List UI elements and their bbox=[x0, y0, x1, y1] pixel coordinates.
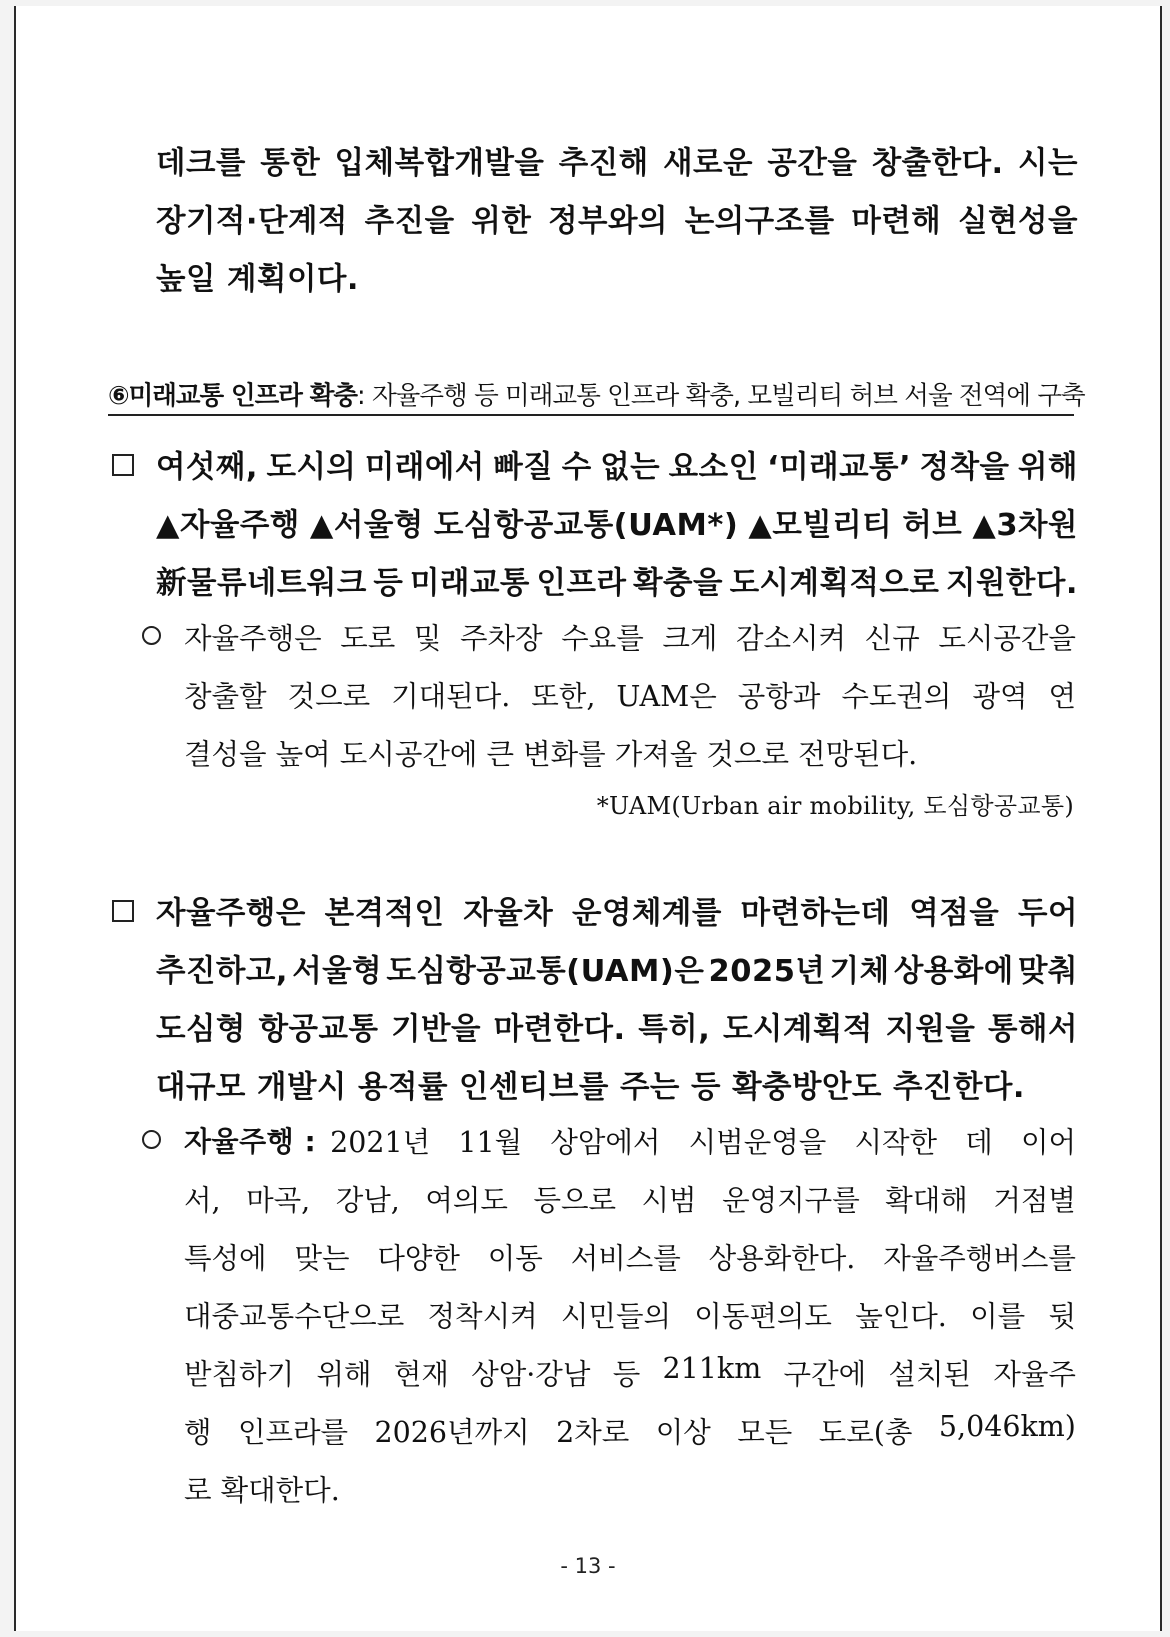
item-line: ▲자율주행 ▲서울형 도심항공교통(UAM*) ▲모빌리티 허브 ▲3차원 bbox=[156, 508, 1078, 543]
sub-item-line: 로 확대한다. bbox=[184, 1474, 340, 1507]
checkbox-square-icon bbox=[112, 454, 134, 476]
sub-item-line: 결성을 높여 도시공간에 큰 변화를 가져올 것으로 전망된다. bbox=[184, 738, 918, 771]
section-heading-summary: : 자율주행 등 미래교통 인프라 확충, 모빌리티 허브 서울 전역에 구축 bbox=[357, 381, 1085, 411]
sub-item-line: 대중교통수단으로 정착시켜 시민들의 이동편의도 높인다. 이를 뒷 bbox=[184, 1300, 1076, 1333]
section-heading-title: ⑥미래교통 인프라 확충 bbox=[108, 381, 358, 411]
item-line: 자율주행은 본격적인 자율차 운영체계를 마련하는데 역점을 두어 bbox=[156, 896, 1078, 931]
item-line: 도심형 항공교통 기반을 마련한다. 특히, 도시계획적 지원을 통해서 bbox=[156, 1012, 1078, 1047]
item-line: 여섯째, 도시의 미래에서 빠질 수 없는 요소인 ‘미래교통’ 정착을 위해 bbox=[156, 450, 1078, 485]
section-heading bbox=[108, 376, 1085, 416]
checkbox-square-icon bbox=[112, 900, 134, 922]
document-page bbox=[14, 6, 1162, 1631]
sub-item-line: 특성에 맞는 다양한 이동 서비스를 상용화한다. 자율주행버스를 bbox=[184, 1242, 1076, 1275]
sub-item-first-line bbox=[184, 1120, 1076, 1161]
intro-line: 높일 계획이다. bbox=[156, 262, 359, 297]
sub-item-line: 자율주행은 도로 및 주차장 수요를 크게 감소시켜 신규 도시공간을 bbox=[184, 622, 1076, 655]
item-line: 추진하고, 서울형 도심항공교통(UAM)은 2025년 기체 상용화에 맞춰 bbox=[156, 954, 1078, 989]
item-line: 新물류네트워크 등 미래교통 인프라 확충을 도시계획적으로 지원한다. bbox=[156, 566, 1078, 601]
bullet-circle-icon bbox=[142, 626, 161, 645]
sub-item-line: 서, 마곡, 강남, 여의도 등으로 시범 운영지구를 확대해 거점별 bbox=[184, 1184, 1076, 1217]
bullet-circle-icon bbox=[142, 1130, 161, 1149]
page-number: - 13 - bbox=[560, 1554, 616, 1578]
sub-item-line: 받침하기 위해 현재 상암·강남 등 211km 구간에 설치된 자율주 bbox=[184, 1352, 1076, 1391]
intro-line: 장기적·단계적 추진을 위한 정부와의 논의구조를 마련해 실현성을 bbox=[156, 204, 1078, 239]
sub-item-line: 창출할 것으로 기대된다. 또한, UAM은 공항과 수도권의 광역 연 bbox=[184, 680, 1076, 713]
sub-item-line: 2021년 11월 상암에서 시범운영을 시작한 데 이어 bbox=[330, 1126, 1076, 1159]
footnote: *UAM(Urban air mobility, 도심항공교통) bbox=[596, 792, 1074, 820]
sub-item-line: 행 인프라를 2026년까지 2차로 이상 모든 도로(총 5,046km) bbox=[184, 1410, 1076, 1449]
sub-item-label: 자율주행 : bbox=[184, 1125, 317, 1158]
intro-line: 데크를 통한 입체복합개발을 추진해 새로운 공간을 창출한다. 시는 bbox=[156, 146, 1078, 181]
item-line: 대규모 개발시 용적률 인센티브를 주는 등 확충방안도 추진한다. bbox=[156, 1070, 1025, 1105]
